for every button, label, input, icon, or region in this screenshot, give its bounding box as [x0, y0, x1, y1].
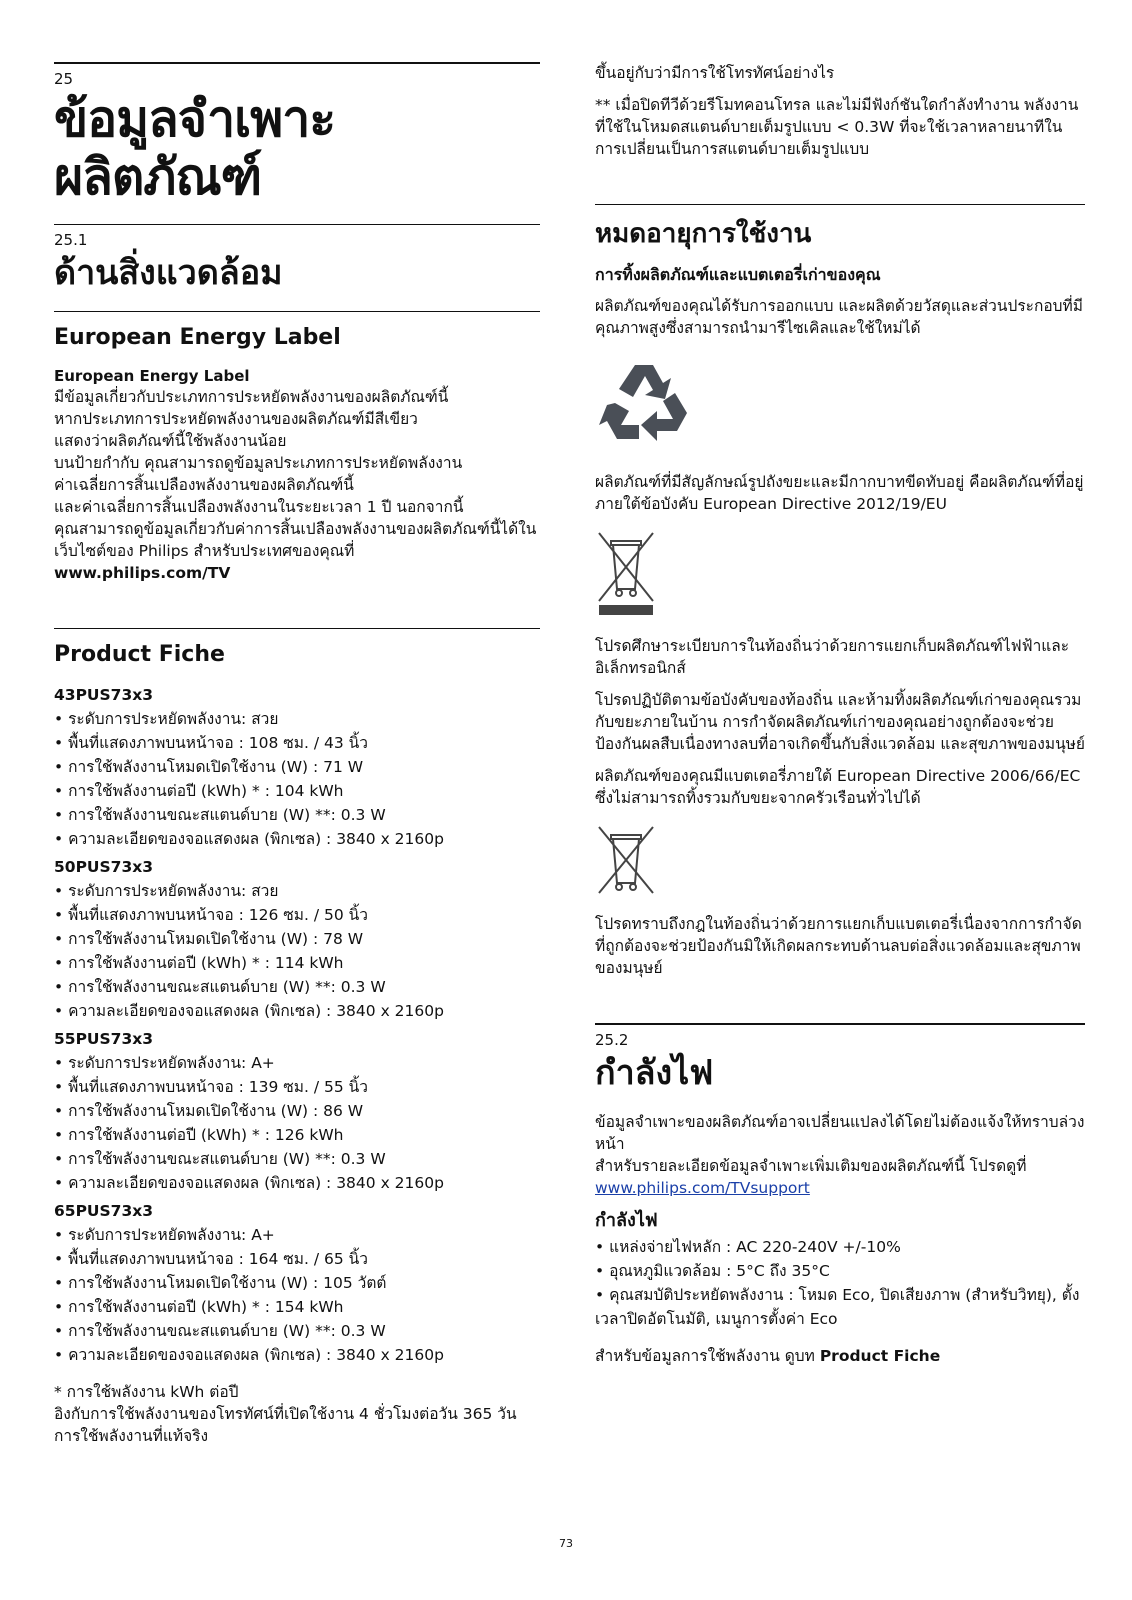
local-law-paragraph: โปรดปฏิบัติตามข้อบังคับของท้องถิ่น และห้ามทิ้งผลิตภัณฑ์เก่าของคุณรวมกับขยะภายในบ้าน การกำจัดผลิตภัณฑ์เก่าของคุณอย่างถูกต้องจะช่วยป้องกันผลสืบเนื่องทางลบที่อาจเกิดขึ้นกับสิ่งแวดล้อม และสุขภาพของมนุษย์	[595, 691, 1085, 753]
power-section-title: กำลังไฟ	[595, 1053, 714, 1093]
disposal-subheading: การทิ้งผลิตภัณฑ์และแบตเตอรี่เก่าของคุณ	[595, 265, 881, 284]
spec-item: • การใช้พลังงานขณะสแตนด์บาย (W) **: 0.3 W	[54, 803, 540, 827]
page-number: 73	[559, 1537, 573, 1550]
spec-item: • ระดับการประหยัดพลังงาน: A+	[54, 1051, 540, 1075]
power-intro: ข้อมูลจำเพาะของผลิตภัณฑ์อาจเปลี่ยนแปลงได้โดยไม่ต้องแจ้งให้ทราบล่วงหน้า	[595, 1113, 1085, 1153]
spec-item: • พื้นที่แสดงภาพบนหน้าจอ : 126 ซม. / 50 นิ้ว	[54, 903, 540, 927]
energy-label-bold: European Energy Label	[54, 367, 250, 385]
recycle-icon	[595, 353, 1085, 457]
power-more-info-text: สำหรับรายละเอียดข้อมูลจำเพาะเพิ่มเติมของผลิตภัณฑ์นี้ โปรดดูที่	[595, 1157, 1027, 1175]
energy-label-line: แสดงว่าผลิตภัณฑ์นี้ใช้พลังงานน้อย	[54, 432, 287, 450]
model-block	[54, 1027, 540, 1195]
chapter-title: ข้อมูลจำเพาะผลิตภัณฑ์	[54, 90, 336, 206]
section-number: 25.1	[54, 231, 88, 249]
model-name: 43PUS73x3	[54, 686, 154, 704]
spec-list	[54, 1051, 540, 1195]
spec-item: • การใช้พลังงานขณะสแตนด์บาย (W) **: 0.3 W	[54, 975, 540, 999]
spec-item: • ระดับการประหยัดพลังงาน: สวย	[54, 707, 540, 731]
subsection-rule	[54, 311, 540, 312]
spec-item: • ระดับการประหยัดพลังงาน: A+	[54, 1223, 540, 1247]
chapter-rule	[54, 62, 540, 64]
spec-list	[54, 1223, 540, 1367]
spec-item: • ระดับการประหยัดพลังงาน: สวย	[54, 879, 540, 903]
spec-item: • การใช้พลังงานต่อปี (kWh) * : 114 kWh	[54, 951, 540, 975]
spec-item: • การใช้พลังงานต่อปี (kWh) * : 104 kWh	[54, 779, 540, 803]
footnote-continuation: ขึ้นอยู่กับว่ามีการใช้โทรทัศน์อย่างไร	[595, 64, 835, 82]
energy-label-url[interactable]: www.philips.com/TV	[54, 564, 231, 582]
weee-paragraph: ผลิตภัณฑ์ที่มีสัญลักษณ์รูปถังขยะและมีกากบาทขีดทับอยู่ คือผลิตภัณฑ์ที่อยู่ภายใต้ข้อบังคับ European Directive 2012/19/EU	[595, 473, 1084, 513]
model-block	[54, 855, 540, 1023]
local-rules-paragraph: โปรดศึกษาระเบียบการในท้องถิ่นว่าด้วยการแยกเก็บผลิตภัณฑ์ไฟฟ้าและอิเล็กทรอนิกส์	[595, 637, 1070, 677]
power-spec-list	[595, 1235, 1085, 1331]
footnote-title: * การใช้พลังงาน kWh ต่อปี	[54, 1383, 239, 1401]
battery-paragraph: ผลิตภัณฑ์ของคุณมีแบตเตอรี่ภายใต้ European Directive 2006/66/EC ซึ่งไม่สามารถทิ้งรวมกับขยะจากครัวเรือนทั่วไปได้	[595, 767, 1081, 807]
energy-label-line: มีข้อมูลเกี่ยวกับประเภทการประหยัดพลังงานของผลิตภัณฑ์นี้	[54, 388, 449, 406]
left-column	[54, 62, 540, 1447]
right-column	[595, 62, 1085, 1367]
model-name: 50PUS73x3	[54, 858, 154, 876]
battery-rules-paragraph: โปรดทราบถึงกฎในท้องถิ่นว่าด้วยการแยกเก็บแบตเตอรี่เนื่องจากการกำจัดที่ถูกต้องจะช่วยป้องกันมิให้เกิดผลกระทบด้านลบต่อสิ่งแวดล้อมและสุขภาพของมนุษย์	[595, 915, 1082, 977]
energy-label-line: หากประเภทการประหยัดพลังงานของผลิตภัณฑ์มีสีเขียว	[54, 410, 418, 428]
spec-list	[54, 879, 540, 1023]
spec-item: • ความละเอียดของจอแสดงผล (พิกเซล) : 3840 x 2160p	[54, 999, 540, 1023]
power-more-info	[595, 1155, 1085, 1199]
footnote-standby: ** เมื่อปิดทีวีด้วยรีโมทคอนโทรล และไม่มีฟังก์ชันใดกำลังทำงาน พลังงานที่ใช้ในโหมดสแตนด์บายเต็มรูปแบบ < 0.3W ที่จะใช้เวลาหลายนาทีในการเปลี่ยนเป็นการสแตนด์บายเต็มรูปแบบ	[595, 96, 1079, 158]
spec-item: • พื้นที่แสดงภาพบนหน้าจอ : 164 ซม. / 65 นิ้ว	[54, 1247, 540, 1271]
spec-item: • การใช้พลังงานโหมดเปิดใช้งาน (W) : 86 W	[54, 1099, 540, 1123]
disposal-paragraph: ผลิตภัณฑ์ของคุณได้รับการออกแบบ และผลิตด้วยวัสดุและส่วนประกอบที่มีคุณภาพสูงซึ่งสามารถนำมารีไซเคิลและใช้ใหม่ได้	[595, 297, 1083, 337]
fiche-rule	[54, 628, 540, 629]
power-section-rule	[595, 1023, 1085, 1025]
energy-label-line: คุณสามารถดูข้อมูลเกี่ยวกับค่าการสิ้นเปลืองพลังงานของผลิตภัณฑ์นี้ได้ในเว็บไซต์ของ Philips สำหรับประเทศของคุณที่	[54, 520, 537, 560]
spec-list	[54, 707, 540, 851]
power-section-number: 25.2	[595, 1031, 629, 1049]
energy-label-line: และค่าเฉลี่ยการสิ้นเปลืองพลังงานในระยะเวลา 1 ปี นอกจากนี้	[54, 498, 464, 516]
energy-label-line: บนป้ายกำกับ คุณสามารถดูข้อมูลประเภทการประหยัดพลังงาน	[54, 454, 463, 472]
model-block	[54, 683, 540, 851]
end-of-use-heading: หมดอายุการใช้งาน	[595, 219, 812, 249]
footnote-body: อิงกับการใช้พลังงานของโทรทัศน์ที่เปิดใช้งาน 4 ชั่วโมงต่อวัน 365 วัน การใช้พลังงานที่แท้จริง	[54, 1405, 517, 1445]
support-link[interactable]: www.philips.com/TVsupport	[595, 1179, 810, 1197]
energy-label-heading: European Energy Label	[54, 325, 341, 350]
spec-item: • ความละเอียดของจอแสดงผล (พิกเซล) : 3840 x 2160p	[54, 1343, 540, 1367]
end-of-use-rule	[595, 204, 1085, 205]
energy-label-body	[54, 386, 540, 584]
power-spec-item: • แหล่งจ่ายไฟหลัก : AC 220-240V +/-10%	[595, 1235, 1085, 1259]
energy-label-line: ค่าเฉลี่ยการสิ้นเปลืองพลังงานของผลิตภัณฑ์นี้	[54, 476, 354, 494]
power-footer-bold: Product Fiche	[819, 1347, 941, 1365]
spec-item: • พื้นที่แสดงภาพบนหน้าจอ : 139 ซม. / 55 นิ้ว	[54, 1075, 540, 1099]
power-spec-item: • คุณสมบัติประหยัดพลังงาน : โหมด Eco, ปิดเสียงภาพ (สำหรับวิทยุ), ตั้งเวลาปิดอัตโนมัติ, เมนูการตั้งค่า Eco	[595, 1283, 1085, 1331]
power-spec-item: • อุณหภูมิแวดล้อม : 5°C ถึง 35°C	[595, 1259, 1085, 1283]
battery-bin-icon	[595, 823, 1085, 899]
spec-item: • ความละเอียดของจอแสดงผล (พิกเซล) : 3840 x 2160p	[54, 827, 540, 851]
section-rule	[54, 224, 540, 225]
model-name: 65PUS73x3	[54, 1202, 154, 1220]
weee-icon	[595, 529, 1085, 621]
spec-item: • การใช้พลังงานโหมดเปิดใช้งาน (W) : 78 W	[54, 927, 540, 951]
chapter-number: 25	[54, 70, 74, 88]
spec-item: • การใช้พลังงานขณะสแตนด์บาย (W) **: 0.3 W	[54, 1319, 540, 1343]
spec-item: • การใช้พลังงานต่อปี (kWh) * : 154 kWh	[54, 1295, 540, 1319]
power-footer	[595, 1345, 1085, 1367]
spec-item: • การใช้พลังงานโหมดเปิดใช้งาน (W) : 71 W	[54, 755, 540, 779]
spec-item: • การใช้พลังงานขณะสแตนด์บาย (W) **: 0.3 W	[54, 1147, 540, 1171]
model-block	[54, 1199, 540, 1367]
spec-item: • การใช้พลังงานต่อปี (kWh) * : 126 kWh	[54, 1123, 540, 1147]
power-subheading: กำลังไฟ	[595, 1210, 658, 1231]
spec-item: • การใช้พลังงานโหมดเปิดใช้งาน (W) : 105 วัตต์	[54, 1271, 540, 1295]
spec-item: • ความละเอียดของจอแสดงผล (พิกเซล) : 3840 x 2160p	[54, 1171, 540, 1195]
product-fiche-heading: Product Fiche	[54, 642, 225, 667]
power-footer-text: สำหรับข้อมูลการใช้พลังงาน ดูบท	[595, 1347, 815, 1365]
spec-item: • พื้นที่แสดงภาพบนหน้าจอ : 108 ซม. / 43 นิ้ว	[54, 731, 540, 755]
section-title: ด้านสิ่งแวดล้อม	[54, 253, 283, 293]
model-name: 55PUS73x3	[54, 1030, 154, 1048]
